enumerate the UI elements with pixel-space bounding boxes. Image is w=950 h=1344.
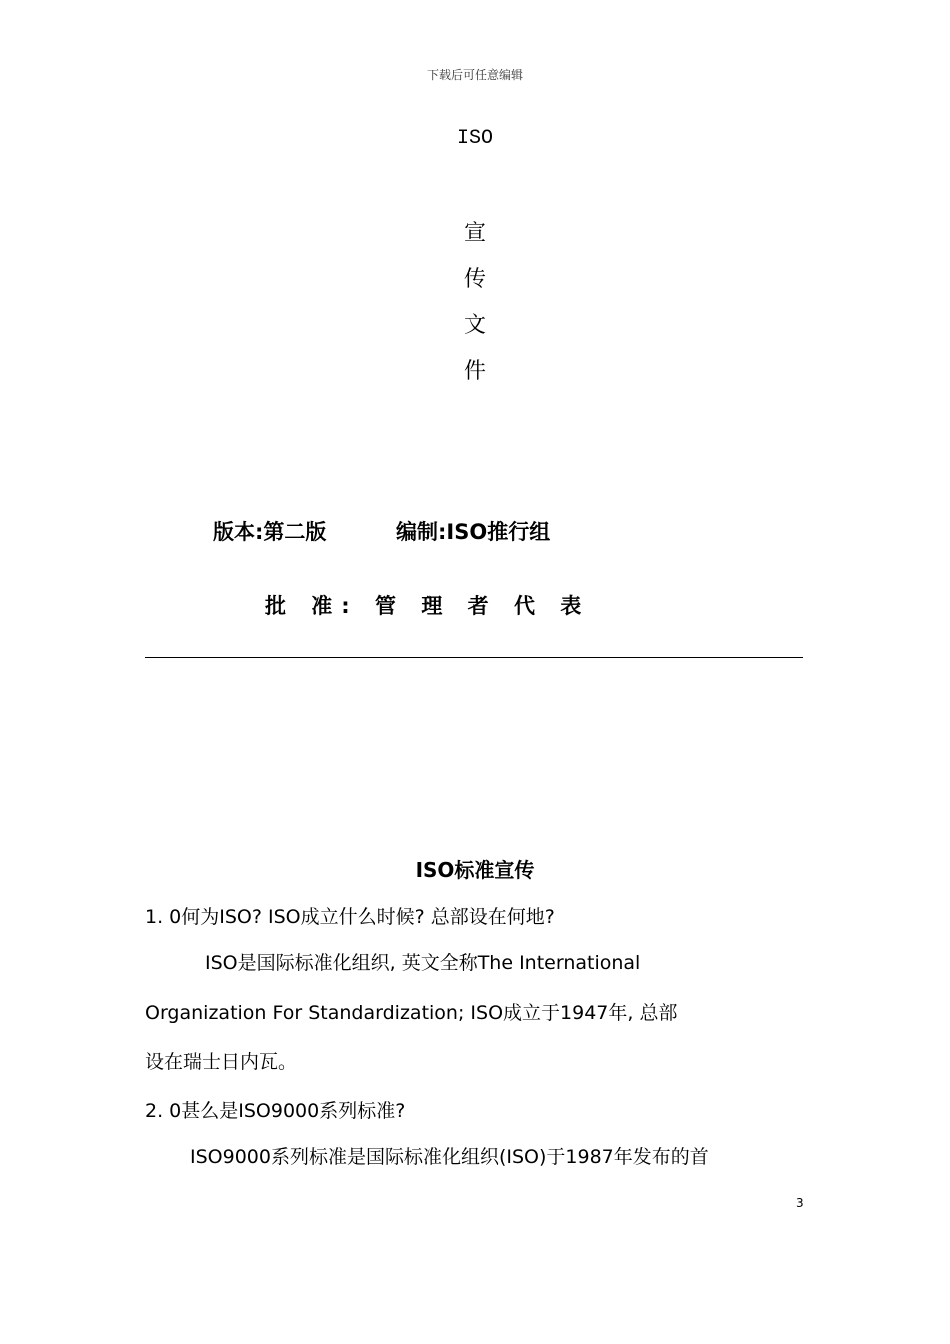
vertical-title-char: 件	[463, 359, 486, 384]
page-number: 3	[796, 1196, 804, 1210]
question-1: 1. 0何为ISO? ISO成立什么时候? 总部设在何地?	[145, 906, 555, 928]
section-title: ISO标准宣传	[415, 858, 535, 882]
approval-label: 批 准: 管 理 者 代 表	[265, 594, 591, 618]
answer-1-line-3: 设在瑞士日内瓦。	[145, 1051, 298, 1073]
cover-title: ISO	[456, 127, 493, 150]
answer-1-line-2: Organization For Standardization; ISO成立于1947年, 总部	[145, 1002, 678, 1024]
vertical-title-char: 传	[463, 267, 486, 292]
vertical-title-char: 文	[463, 313, 486, 338]
vertical-title-char: 宣	[463, 221, 486, 246]
header-note: 下载后可任意编辑	[426, 68, 523, 82]
answer-2-line-1: ISO9000系列标准是国际标准化组织(ISO)于1987年发布的首	[190, 1146, 709, 1168]
compiler-label: 编制:ISO推行组	[396, 520, 551, 544]
horizontal-divider	[145, 657, 803, 658]
answer-1-line-1: ISO是国际标准化组织, 英文全称The International	[205, 952, 641, 974]
question-2: 2. 0甚么是ISO9000系列标准?	[145, 1100, 406, 1122]
version-label: 版本:第二版	[213, 520, 327, 544]
